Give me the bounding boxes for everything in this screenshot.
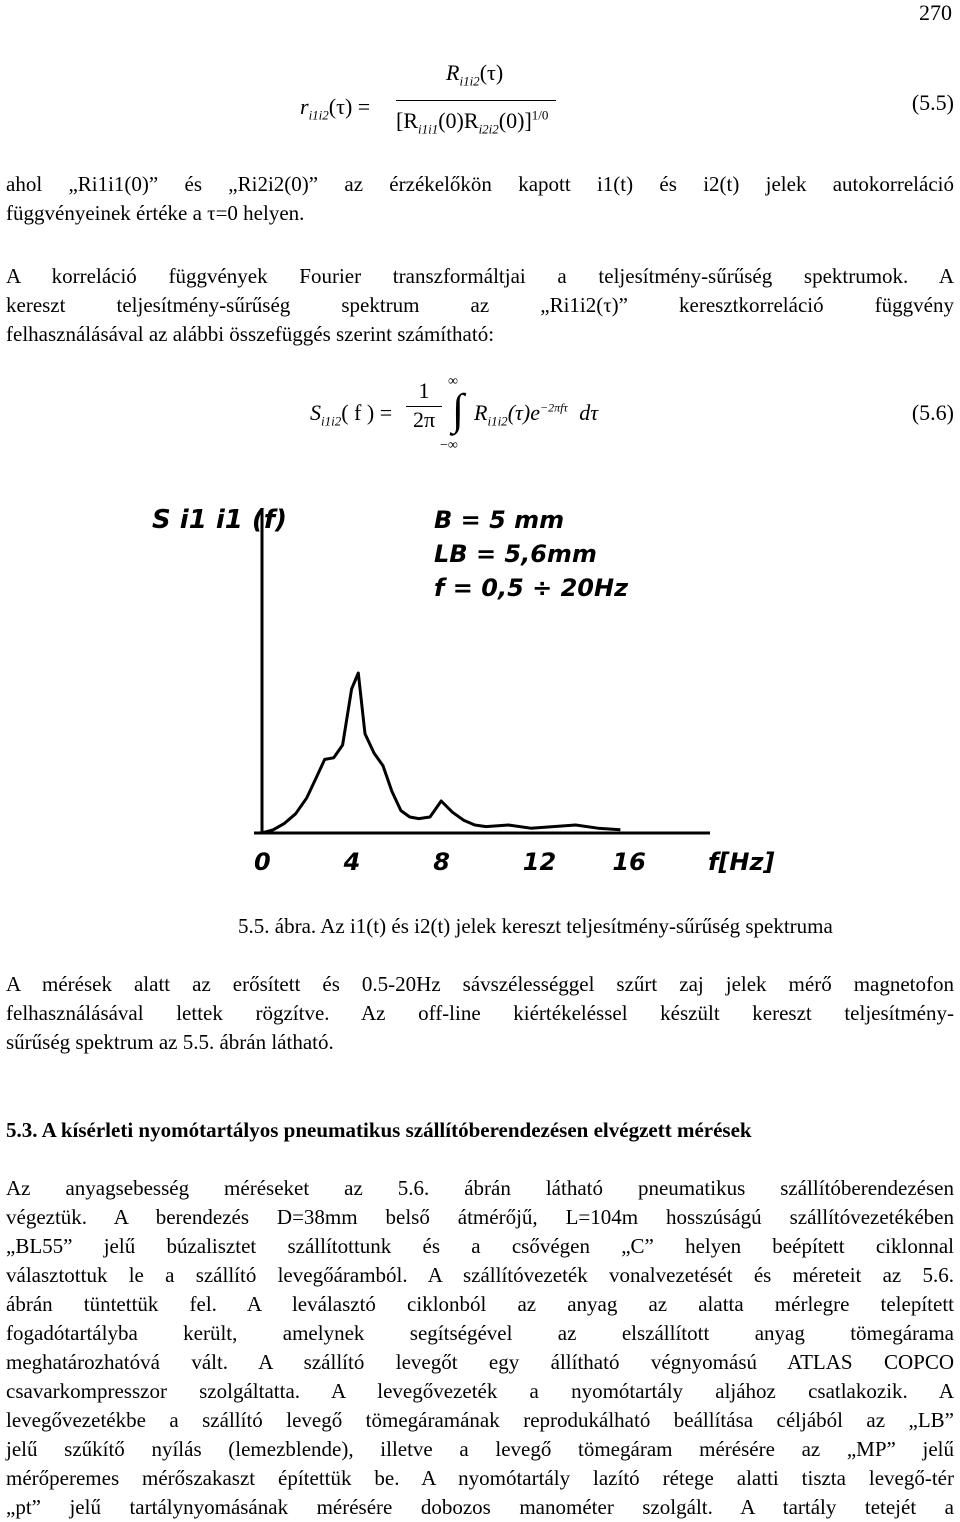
eq-exponent: −2πfτ <box>539 400 568 415</box>
spectrum-curve <box>262 673 620 833</box>
x-tick-label: 8 <box>433 848 450 876</box>
text-line: végeztük. A berendezés D=38mm belső átmérőjű, L=104m hosszúságú szállítóvezetékében <box>6 1205 954 1229</box>
eq-s: S <box>310 400 321 425</box>
eq-num-arg: (τ) <box>479 60 504 85</box>
eq-den-mid: (0)R <box>438 108 479 133</box>
legend-line: f = 0,5 ÷ 20Hz <box>434 574 629 602</box>
text-line: csavarkompresszor szolgáltatta. A levegővezeték a nyomótartály aljához csatlakozik. A <box>6 1379 954 1403</box>
eq-num: R <box>446 60 460 85</box>
eq-frac-num: 1 <box>418 378 430 403</box>
eq-s-arg: ( f ) = <box>341 400 393 425</box>
eq-dtau: dτ <box>579 400 599 425</box>
text-line: sűrűség spektrum az 5.5. ábrán látható. <box>6 1030 334 1054</box>
text-line: meghatározhatóvá vált. A szállító levegőt egy állítható végnyomású ATLAS COPCO <box>6 1350 954 1374</box>
equation-label: (5.5) <box>911 90 954 115</box>
integral-lower-limit: −∞ <box>440 438 458 453</box>
page-number: 270 <box>919 0 952 25</box>
eq-r-sub: i1i2 <box>308 107 329 123</box>
text-line: felhasználásával lettek rögzítve. Az off-line kiértékeléssel készült kereszt teljesítmény- <box>6 1001 954 1025</box>
figure-caption <box>238 914 833 939</box>
text-line: levegővezetékbe a szállító levegő tömegáramának reprodukálható beállítása céljából az „LB” <box>6 1408 954 1432</box>
section-heading: 5.3. A kísérleti nyomótartályos pneumatikus szállítóberendezésen elvégzett mérések <box>6 1118 752 1142</box>
x-tick-label: 12 <box>522 848 557 876</box>
text-line: mérőperemes mérőszakaszt építettük be. A nyomótartály lazító rétege alatti tiszta levegő-tér <box>6 1466 954 1490</box>
eq-den: [R <box>396 108 418 133</box>
text-line: felhasználásával az alábbi összefüggés szerint számítható: <box>6 322 495 346</box>
legend-line: LB = 5,6mm <box>434 540 597 568</box>
eq-num-sub: i1i2 <box>459 73 480 89</box>
text-line: „pt” jelű tartálynyomásának mérésére dobozos manométer szolgált. A tartály tetejét a <box>6 1495 954 1519</box>
eq-den-end: (0)] <box>498 108 532 133</box>
x-tick-label: 4 <box>343 848 361 876</box>
integral-sign: ∫ <box>452 385 465 434</box>
eq-r: r <box>300 94 309 119</box>
text-line: ahol „Ri1i1(0)” és „Ri2i2(0)” az érzékelőkön kapott i1(t) és i2(t) jelek autokorreláció <box>6 172 954 196</box>
eq-tau: (τ) = <box>328 94 371 119</box>
eq-den-sub1: i1i1 <box>418 121 439 137</box>
eq-den-sup: 1/0 <box>531 107 549 123</box>
fraction-bar <box>396 100 556 101</box>
legend-line: B = 5 mm <box>434 506 565 534</box>
eq-r-arg: (τ)e <box>507 400 540 425</box>
paragraph-experiment <box>6 1174 954 1522</box>
spectrum-chart <box>150 498 810 890</box>
caption-label: 5.5. ábra. <box>238 914 317 938</box>
eq-r-sub: i1i2 <box>487 413 508 429</box>
eq-s-sub: i1i2 <box>321 413 342 429</box>
equation-5-6 <box>310 374 954 458</box>
paragraph-autocorrelation <box>6 170 954 228</box>
eq-den-sub2: i2i2 <box>478 121 499 137</box>
text-line: Az anyagsebesség méréseket az 5.6. ábrán látható pneumatikus szállítóberendezésen <box>6 1176 954 1200</box>
eq-frac-den: 2π <box>412 407 436 432</box>
text-line: „BL55” jelű búzalisztet szállítottunk és a csővégen „C” helyen beépített ciklonnal <box>6 1234 954 1258</box>
text-line: A mérések alatt az erősített és 0.5-20Hz sávszélességgel szűrt zaj jelek mérő magnetofon <box>6 972 954 996</box>
text-line: kereszt teljesítmény-sűrűség spektrum az „Ri1i2(τ)” keresztkorreláció függvény <box>6 293 954 317</box>
text-line: függvényeinek értéke a τ=0 helyen. <box>6 201 305 225</box>
x-tick-label: 16 <box>612 848 646 876</box>
chart-title: S i1 i1 (f) <box>152 505 287 535</box>
equation-label: (5.6) <box>911 400 954 425</box>
equation-5-5 <box>300 60 954 150</box>
paragraph-fourier <box>6 262 954 349</box>
paragraph-measurements <box>6 970 954 1057</box>
x-axis-label: f[Hz] <box>708 848 775 876</box>
x-tick-label: 0 <box>254 848 271 876</box>
integral-upper-limit: ∞ <box>448 374 458 389</box>
text-line: jelű szűkítő nyílás (lemezblende), illetve a levegő tömegáram mérésére az „MP” jelű <box>6 1437 954 1461</box>
text-line: A korreláció függvények Fourier transzformáltjai a teljesítmény-sűrűség spektrumok. A <box>6 264 954 288</box>
eq-r: R <box>474 400 488 425</box>
caption-text: Az i1(t) és i2(t) jelek kereszt teljesítmény-sűrűség spektruma <box>320 914 833 938</box>
text-line: fogadótartályba került, amelynek segítségével az elszállított anyag tömegárama <box>6 1321 954 1345</box>
text-line: ábrán tüntettük fel. A leválasztó ciklonból az anyag az alatta mérlegre telepített <box>6 1292 954 1316</box>
spectrum-figure <box>150 498 810 895</box>
text-line: választottuk le a szállító levegőáramból. A szállítóvezeték vonalvezetését és méreteit az 5.6. <box>6 1263 954 1287</box>
